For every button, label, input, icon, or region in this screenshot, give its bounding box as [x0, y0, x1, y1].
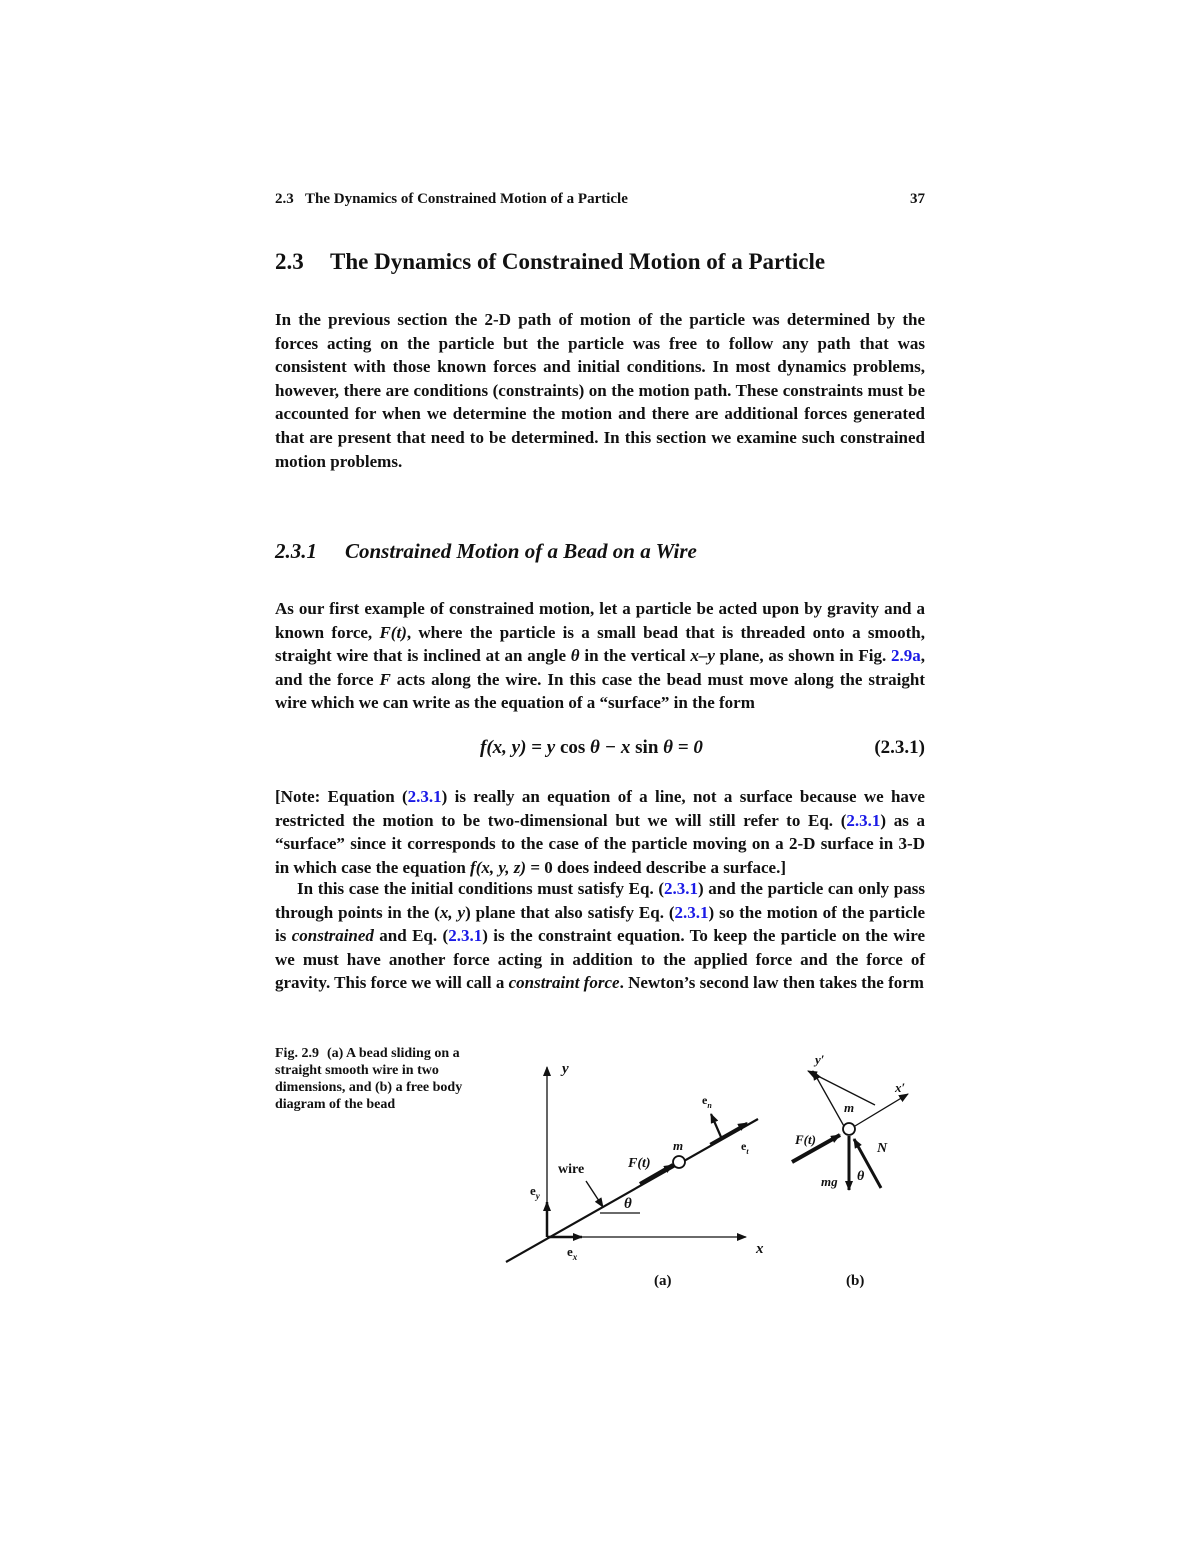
intro-paragraph: In the previous section the 2-D path of motion of the particle was determined by the forces acting on the particle but the particle was free to follow any path that was consistent with those known forces and initial conditions. In most dynamics problems, however, there are conditions (constraints) on the motion path. These constraints must be accounted for when we determine the motion and there are additional forces generated that are present that need to be determined. In this section we examine such constrained motion problems.	[275, 310, 925, 471]
en-label: $e_n$	[702, 1093, 712, 1110]
mass-label-b: m	[844, 1100, 855, 1115]
figure-label: Fig. 2.9	[275, 1046, 319, 1061]
equation-expression: f(x, y) = y cos θ − x sin θ = 0	[480, 737, 703, 758]
bead-b	[843, 1123, 855, 1135]
panel-b-label: (b)	[846, 1273, 865, 1289]
note-paragraph: [Note: Equation (2.3.1) is really an equation of a line, not a surface because we have restricted the motion to be two-dimensional but we will still refer to Eq. (2.3.1) as a “surface” since it corresponds to the case of the particle moving on a 2-D surface in 3-D in which case the equation f(x, y, z) = 0 does indeed describe a surface.]	[275, 787, 925, 877]
figure-2-9	[490, 1040, 910, 1300]
page-number: 37	[910, 191, 925, 207]
applied-force-label: F(t)	[628, 1156, 651, 1171]
ex-label: $e_x$	[567, 1244, 578, 1262]
gravity-label: mg	[821, 1174, 838, 1189]
yprime-label: y′	[815, 1052, 825, 1067]
yprime-arrow	[813, 1071, 845, 1128]
subsection-number: 2.3.1	[275, 539, 317, 563]
equation-number: (2.3.1)	[874, 737, 925, 758]
xprime-label: x′	[895, 1080, 906, 1095]
y-axis-label: y	[562, 1061, 569, 1077]
ey-label: $e_y$	[530, 1183, 540, 1201]
subsection-heading	[275, 539, 697, 564]
subsection-title: Constrained Motion of a Bead on a Wire	[345, 539, 697, 563]
section-number: 2.3	[275, 249, 304, 274]
equation-2-3-1	[275, 737, 925, 763]
en-unit-vector	[711, 1114, 721, 1137]
bead	[673, 1156, 685, 1168]
section-title: The Dynamics of Constrained Motion of a Particle	[330, 249, 826, 274]
normal-force-label: N	[877, 1141, 888, 1156]
equation-link[interactable]: 2.3.1	[448, 926, 483, 946]
wire	[506, 1119, 758, 1262]
applied-force-label-b: F(t)	[795, 1132, 816, 1147]
et-label: $e_t$	[741, 1139, 749, 1156]
section-heading	[275, 249, 825, 275]
constraint-paragraph: In this case the initial conditions must satisfy Eq. (2.3.1) and the particle can only pass through points in the (x, y) plane that also satisfy Eq. (2.3.1) so the motion of the particle is constrained and Eq. (2.3.1) is the constraint equation. To keep the particle on the wire we must have another force acting in addition to the applied force and the force of gravity. This force we will call a constraint force. Newton’s second law then takes the form	[275, 879, 925, 993]
running-head-title: 2.3 The Dynamics of Constrained Motion of a Particle	[275, 191, 628, 207]
mass-label: m	[673, 1138, 684, 1153]
bead-paragraph: As our first example of constrained motion, let a particle be acted upon by gravity and a known force, F(t), where the particle is a small bead that is threaded onto a smooth, straight wire that is inclined at an angle θ in the vertical x–y plane, as shown in Fig. 2.9a, and the force F acts along the wire. In this case the bead must move along the straight wire which we can write as the equation of a “surface” in the form	[275, 599, 925, 713]
wire-pointer-arrow	[586, 1181, 603, 1207]
yprime-axis	[808, 1071, 875, 1105]
equation-link[interactable]: 2.3.1	[674, 902, 709, 922]
panel-a-label: (a)	[654, 1273, 672, 1289]
figure-caption	[275, 1045, 470, 1113]
panel-b	[792, 1052, 908, 1289]
figure-link[interactable]: 2.9a	[890, 646, 921, 666]
equation-link[interactable]: 2.3.1	[846, 810, 881, 830]
figure-caption-text: (a) A bead sliding on a straight smooth wire in two dimensions, and (b) a free body diagram of the bead	[275, 1046, 463, 1112]
equation-link[interactable]: 2.3.1	[663, 879, 698, 898]
theta-label-a: θ	[624, 1196, 632, 1212]
wire-label: wire	[558, 1162, 585, 1177]
equation-link[interactable]: 2.3.1	[407, 787, 442, 806]
theta-label-b: θ	[857, 1169, 865, 1184]
panel-a	[506, 1061, 764, 1289]
x-axis-label: x	[756, 1241, 764, 1257]
